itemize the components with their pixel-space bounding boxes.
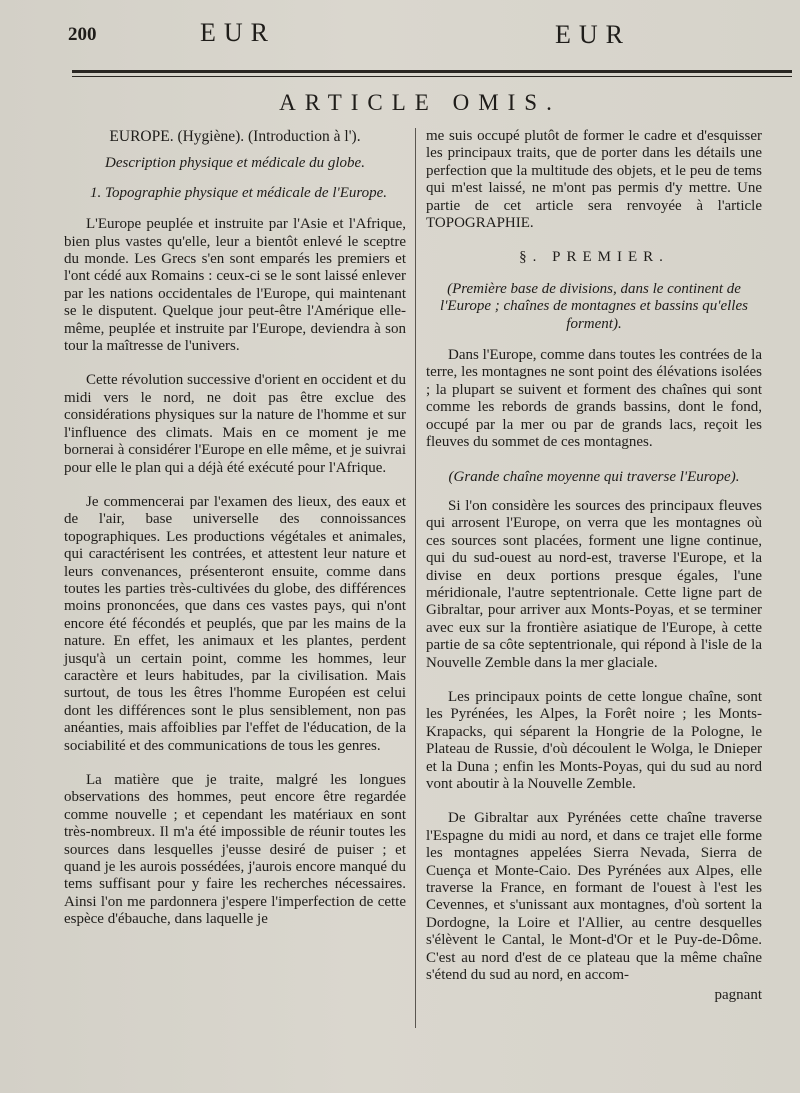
section-subheading: (Grande chaîne moyenne qui traverse l'Europe). bbox=[448, 468, 740, 485]
page-number: 200 bbox=[68, 24, 97, 45]
page-header bbox=[60, 14, 780, 54]
paragraph: Cette révolution successive d'orient en occident et du midi vers le nord, ne doit pas être exclue des considérations physiques sur la nature de l'homme et sur l'influence des climats. Mais en ce moment je me bornerai à considérer l'Europe en elle même, et je suivrai pour elle le plan qui a déjà été exécuté pour l'Afrique. bbox=[64, 372, 406, 476]
catchword: pagnant bbox=[714, 987, 762, 1004]
running-head-right: EUR bbox=[555, 20, 631, 49]
paragraph: La matière que je traite, malgré les longues observations des hommes, peut encore être regardée comme nouvelle ; et cependant les matériaux en sont très-nombreux. Il m'a été impossible de réunir toutes les sources dans lesquelles j'eusse desiré de puiser ; et quand je les aurois possédées, j'aurois encore manqué du tems suffisant pour y faire les recherches nécessaires. Ainsi l'on me pardonnera j'espere l'imperfection de cette espèce d'ébauche, dans laquelle je bbox=[64, 772, 406, 928]
section-subheading: (Première base de divisions, dans le continent de l'Europe ; chaînes de montagnes et bassins qu'elles forment). bbox=[440, 280, 748, 332]
section-title: §. PREMIER. bbox=[519, 249, 669, 266]
entry-heading: EUROPE. (Hygiène). (Introduction à l'). bbox=[109, 128, 361, 145]
header-rule-thin bbox=[72, 76, 792, 77]
article-title: ARTICLE OMIS. bbox=[279, 90, 561, 115]
running-head-left: EUR bbox=[200, 18, 276, 47]
header-rule-thick bbox=[72, 70, 792, 73]
left-column bbox=[64, 128, 406, 946]
paragraph: De Gibraltar aux Pyrénées cette chaîne traverse l'Espagne du midi au nord, et dans ce trajet elle forme les montagnes appelées Sierra Nevada, Sierra de Cuença et Monte-Caio. Des Pyrénées aux Alpes, elle traverse la France, en formant de l'ouest à l'est les Cevennes, et s'unissant aux montagnes, d'où sortent la Dordogne, la Loire et l'Allier, au centre desquelles s'élèvent le Cantal, le Mont-d'Or et le Puy-de-Dôme. C'est au nord d'est de ce plateau que la même chaîne s'étend du sud au nord, en accom- bbox=[426, 810, 762, 984]
right-column bbox=[426, 128, 762, 1005]
paragraph: Je commencerai par l'examen des lieux, des eaux et de l'air, base universelle des connoissances topographiques. Les productions végétales et animales, qui caractérisent les contrées, et attestent leur nature et leurs convenances, présenteront ensuite, comme dans toutes les parties très-cultivées du globe, des différences moins prononcées, que dans ces vastes pays, qui n'ont encore été fécondés et peuplés, que par les mains de la nature. En effet, les animaux et les plantes, perdent jusqu'à un certain point, comme les hommes, leur caractère et leurs habitudes, par la civilisation. Mais surtout, de tous les êtres l'homme Européen est celui dont les différences sont le plus sensiblement, non pas anéanties, mais affoiblies par l'effet de l'éducation, de la sociabilité et des communications de tous les genres. bbox=[64, 493, 406, 754]
section-heading: 1. Topographie physique et médicale de l'Europe. bbox=[90, 184, 388, 201]
entry-subheading: Description physique et médicale du globe. bbox=[105, 155, 365, 172]
paragraph: Dans l'Europe, comme dans toutes les contrées de la terre, les montagnes ne sont point des élévations isolées ; la plupart se suivent et forment des chaînes qui sont comme les rebords de grands bassins, dont le fond, occupé par la mer ou par de grands lacs, reçoit les fleuves du sommet de ces montagnes. bbox=[426, 347, 762, 451]
paragraph: me suis occupé plutôt de former le cadre et d'esquisser les principaux traits, que de porter dans les détails une perfection que la multitude des objets, et le peu de tems qui m'est laissé, ne m'ont pas permis d'y mettre. Une partie de cet article sera renvoyée à l'article TOPOGRAPHIE. bbox=[426, 128, 762, 232]
paragraph: L'Europe peuplée et instruite par l'Asie et l'Afrique, bien plus vastes qu'elle, leur a bientôt enlevé le sceptre du monde. Les Grecs s'en sont emparés les premiers et l'ont cédé aux Romains : ceux-ci se le sont laissé enlever par les nations occidentales de l'Europe, qui maintenant se le disputent. Quelque jour peut-être l'Amérique elle-même, peuplée et instruite par l'Europe, deviendra à son tour la maîtresse de l'univers. bbox=[64, 216, 406, 355]
column-divider bbox=[415, 128, 416, 1028]
paragraph: Les principaux points de cette longue chaîne, sont les Pyrénées, les Alpes, la Forêt noire ; les Monts-Krapacks, qui séparent la Hongrie de la Pologne, le Plateau de Russie, d'où découlent le Wolga, le Dnieper et la Duna ; enfin les Monts-Poyas, qui du sud au nord vont aboutir à la Nouvelle Zemble. bbox=[426, 688, 762, 792]
paragraph: Si l'on considère les sources des principaux fleuves qui arrosent l'Europe, on verra que les montagnes où ces sources sont placées, forment une ligne continue, qui du sud-ouest au nord-est, traverse l'Europe, et la divise en deux portions presque égales, l'une méridionale, l'autre septentrionale. Cette ligne part de Gibraltar, pour arriver aux Monts-Poyas, et se terminer avec eux sur la frontière asiatique de l'Europe, à cette partie de sa côte septentrionale, qui répond à l'isle de la Nouvelle Zemble dans la mer glaciale. bbox=[426, 497, 762, 671]
